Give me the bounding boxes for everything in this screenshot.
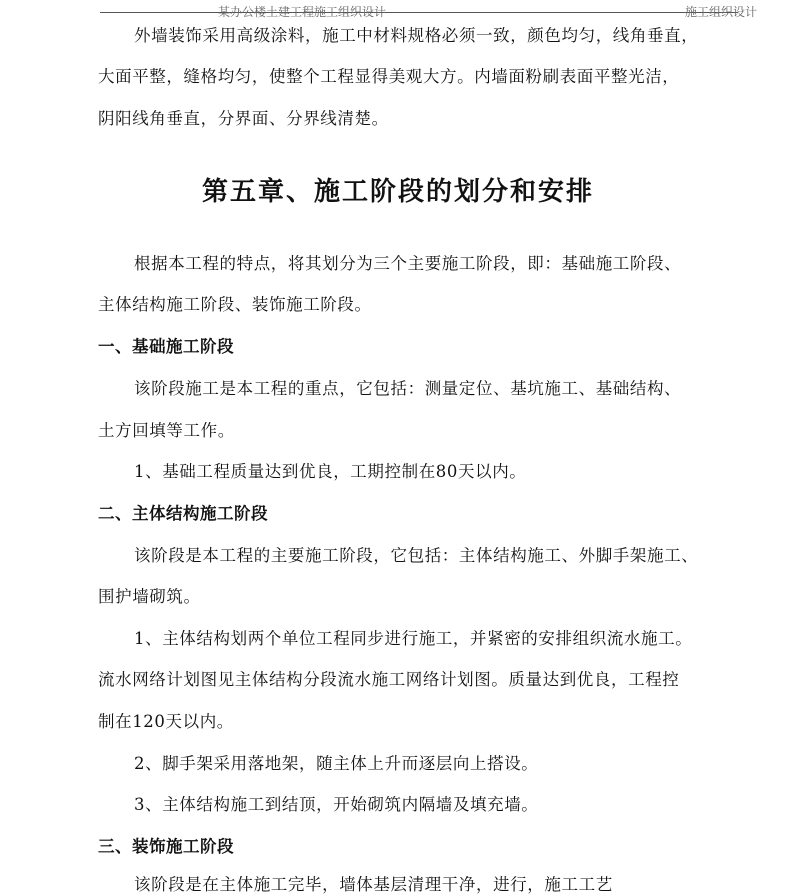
- intro-paragraph-line-1: 外墙装饰采用高级涂料，施工中材料规格必须一致，颜色均匀，线角垂直，: [134, 26, 699, 45]
- section3-partial-line: 该阶段是在主体施工完毕，墙体基层清理干净，进行，施工工艺: [134, 875, 613, 894]
- section2-item-1-line-2: 流水网络计划图见主体结构分段流水施工网络计划图。质量达到优良，工程控: [98, 670, 680, 689]
- section1-item-1: 1、基础工程质量达到优良，工期控制在80天以内。: [134, 462, 527, 481]
- chapter-title: 第五章、施工阶段的划分和安排: [201, 177, 594, 207]
- section3-heading: 三、装饰施工阶段: [98, 837, 234, 856]
- section2-item-1-line-1: 1、主体结构划两个单位工程同步进行施工，并紧密的安排组织流水施工。: [134, 629, 693, 648]
- section1-paragraph-line-1: 该阶段施工是本工程的重点，它包括：测量定位、基坑施工、基础结构、: [134, 379, 682, 398]
- section2-item-1-line-3: 制在120天以内。: [98, 712, 234, 731]
- section2-item-3: 3、主体结构施工到结顶，开始砌筑内隔墙及填充墙。: [134, 795, 539, 814]
- section1-paragraph-line-2: 土方回填等工作。: [98, 421, 235, 440]
- intro-paragraph-line-3: 阴阳线角垂直，分界面、分界线清楚。: [98, 109, 389, 128]
- section1-heading: 一、基础施工阶段: [98, 337, 234, 356]
- overview-paragraph-line-2: 主体结构施工阶段、装饰施工阶段。: [98, 295, 372, 314]
- header-right-text: 施工组织设计: [685, 5, 758, 19]
- intro-paragraph-line-2: 大面平整，缝格均匀，使整个工程显得美观大方。内墙面粉刷表面平整光洁，: [98, 67, 680, 86]
- section2-paragraph-line-2: 围护墙砌筑。: [98, 587, 201, 606]
- header-left-text: 某办公楼土建工程施工组织设计: [218, 5, 387, 19]
- section2-paragraph-line-1: 该阶段是本工程的主要施工阶段，它包括：主体结构施工、外脚手架施工、: [134, 546, 699, 565]
- section2-item-2: 2、脚手架采用落地架，随主体上升而逐层向上搭设。: [134, 754, 539, 773]
- overview-paragraph-line-1: 根据本工程的特点，将其划分为三个主要施工阶段，即：基础施工阶段、: [134, 254, 682, 273]
- page-header-rule: [100, 5, 758, 19]
- section2-heading: 二、主体结构施工阶段: [98, 504, 268, 523]
